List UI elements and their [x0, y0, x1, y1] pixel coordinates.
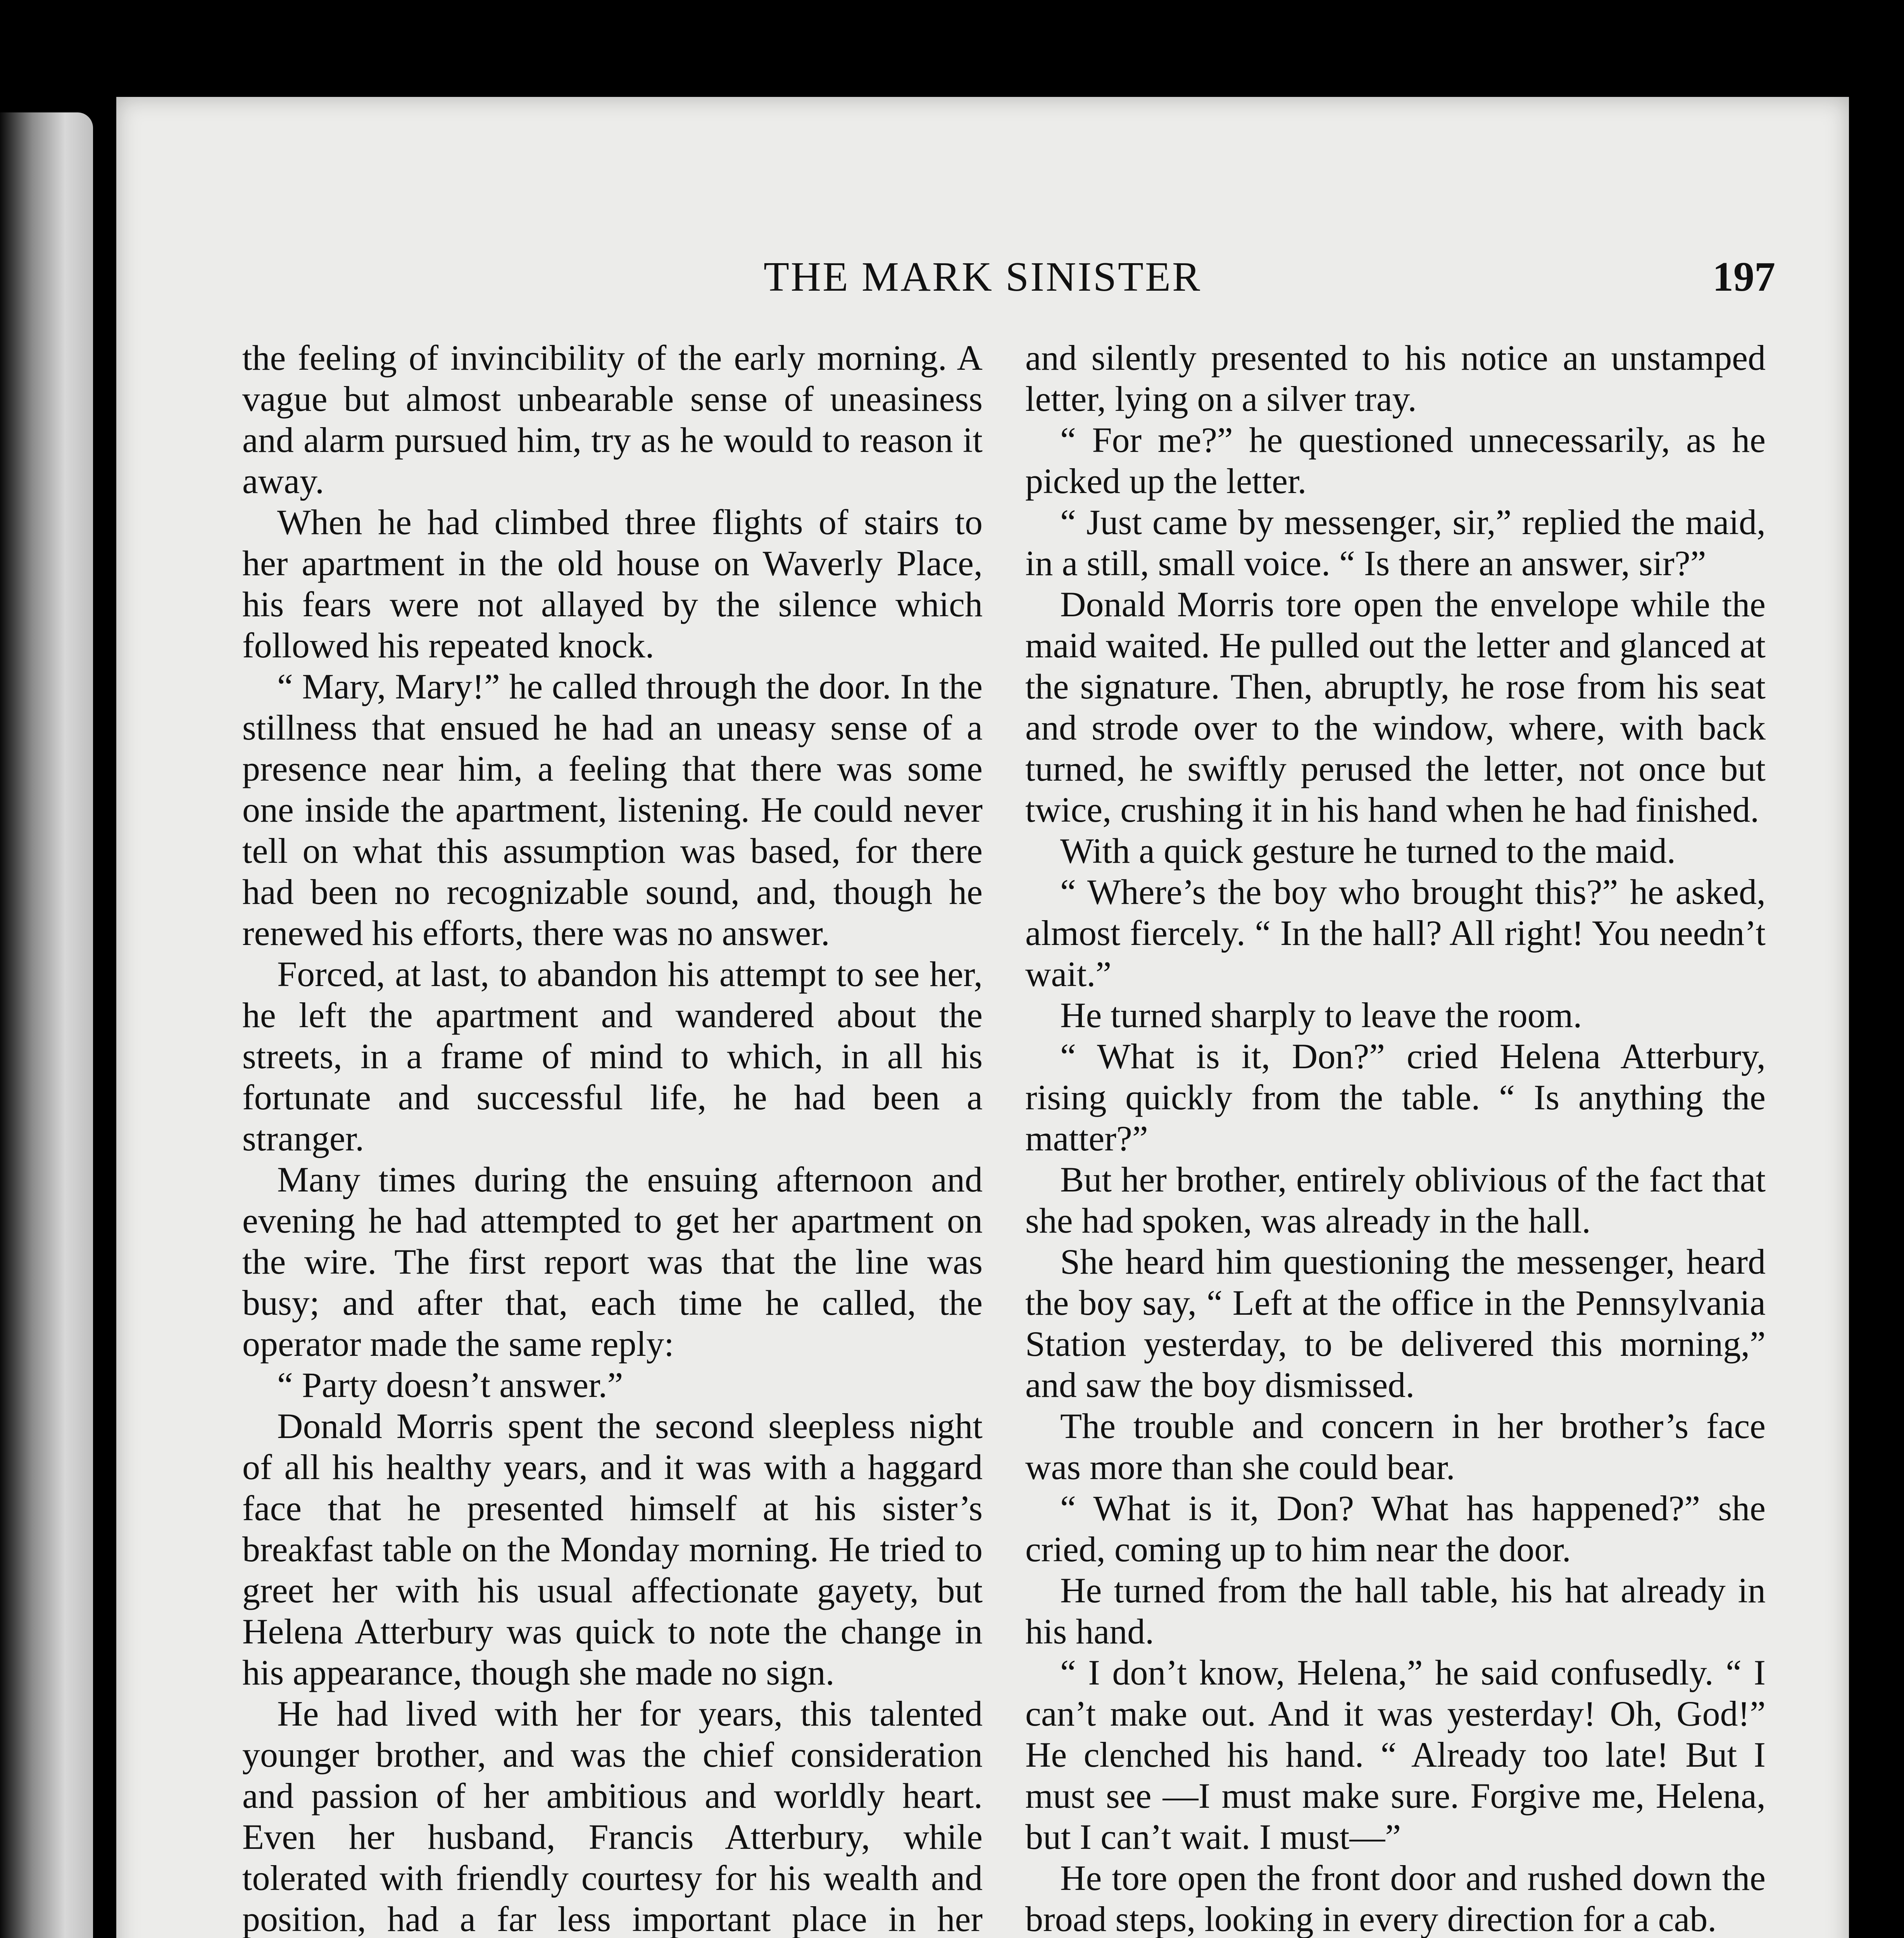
paragraph: With a quick gesture he turned to the maid. — [1060, 831, 1676, 871]
paragraph: He turned sharply to leave the room. — [1060, 995, 1582, 1035]
paragraph: “ Party doesn’t answer.” — [277, 1365, 623, 1405]
running-title: THE MARK SINISTER — [763, 254, 1202, 300]
paragraph: The trouble and concern in her brother’s face was more than she could bear. — [1025, 1406, 1766, 1487]
paragraph: She heard him questioning the messenger, heard the boy say, “ Left at the office in the Pennsylvania Station yesterday, to be delivered this morning,” and saw the boy dismissed. — [1025, 1242, 1766, 1405]
paragraph: and silently presented to his notice an unstamped letter, lying on a silver tray. — [1025, 338, 1766, 419]
paragraph: “ Just came by messenger, sir,” replied the maid, in a still, small voice. “ Is there an answer, sir?” — [1025, 502, 1766, 583]
previous-page-edge — [0, 112, 93, 1938]
paragraph: “ Mary, Mary!” he called through the door. In the stillness that ensued he had an uneasy sense of a presence near him, a feeling that there was some one inside the apartment, listening. He could never tell on what this assumption was based, for there had been no recognizable sound, and, though he renewed his efforts, there was no answer. — [242, 667, 983, 953]
paragraph: Many times during the ensuing afternoon and evening he had attempted to get her apartment on the wire. The first report was that the line was busy; and after that, each time he called, the operator made the same reply: — [242, 1160, 983, 1364]
paragraph: But her brother, entirely oblivious of the fact that she had spoken, was already in the hall. — [1025, 1160, 1766, 1240]
paragraph: Donald Morris tore open the envelope while the maid waited. He pulled out the letter and glanced at the signature. Then, abruptly, he rose from his seat and strode over to the window, where, with back turned, he swiftly perused the letter, not once but twice, crushing it in his hand when he had finished. — [1025, 585, 1766, 829]
text-column-right — [1025, 337, 1766, 1938]
book-page — [116, 97, 1849, 1938]
paragraph: the feeling of invincibility of the early morning. A vague but almost unbearable sense of uneasiness and alarm pursued him, try as he would to reason it away. — [242, 338, 983, 501]
page-number: 197 — [1713, 254, 1775, 300]
paragraph: Donald Morris spent the second sleepless night of all his healthy years, and it was with a haggard face that he presented himself at his sister’s breakfast table on the Monday morning. He tried to greet her with his usual affectionate gayety, but Helena Atterbury was quick to note the change in his appearance, though she made no sign. — [242, 1406, 983, 1692]
paragraph: “ What is it, Don?” cried Helena Atterbury, rising quickly from the table. “ Is anything the matter?” — [1025, 1036, 1766, 1158]
paragraph: “ For me?” he questioned unnecessarily, as he picked up the letter. — [1025, 420, 1766, 501]
paragraph: “ What is it, Don? What has happened?” she cried, coming up to him near the door. — [1025, 1488, 1766, 1569]
paragraph: Forced, at last, to abandon his attempt to see her, he left the apartment and wandered about the streets, in a frame of mind to which, in all his fortunate and successful life, he had been a stranger. — [242, 954, 983, 1158]
paragraph: He tore open the front door and rushed down the broad steps, looking in every direction for a cab. — [1025, 1858, 1766, 1938]
paragraph: When he had climbed three flights of stairs to her apartment in the old house on Waverly Place, his fears were not allayed by the silence which followed his repeated knock. — [242, 502, 983, 665]
text-column-left — [242, 337, 983, 1938]
paragraph: “ I don’t know, Helena,” he said confusedly. “ I can’t make out. And it was yesterday! Oh, God!” He clenched his hand. “ Already too late! But I must see —I must make sure. Forgive me, Helena, but I can’t wait. I must—” — [1025, 1653, 1766, 1857]
paragraph: He turned from the hall table, his hat already in his hand. — [1025, 1571, 1766, 1651]
paragraph: “ Where’s the boy who brought this?” he asked, almost fiercely. “ In the hall? All right! You needn’t wait.” — [1025, 872, 1766, 994]
paragraph: He had lived with her for years, this talented younger brother, and was the chief consideration and passion of her ambitious and worldly heart. Even her husband, Francis Atterbury, while tolerated with friendly courtesy for his wealth and position, had a far less important place in her — [242, 1694, 983, 1938]
running-head — [116, 250, 1849, 304]
